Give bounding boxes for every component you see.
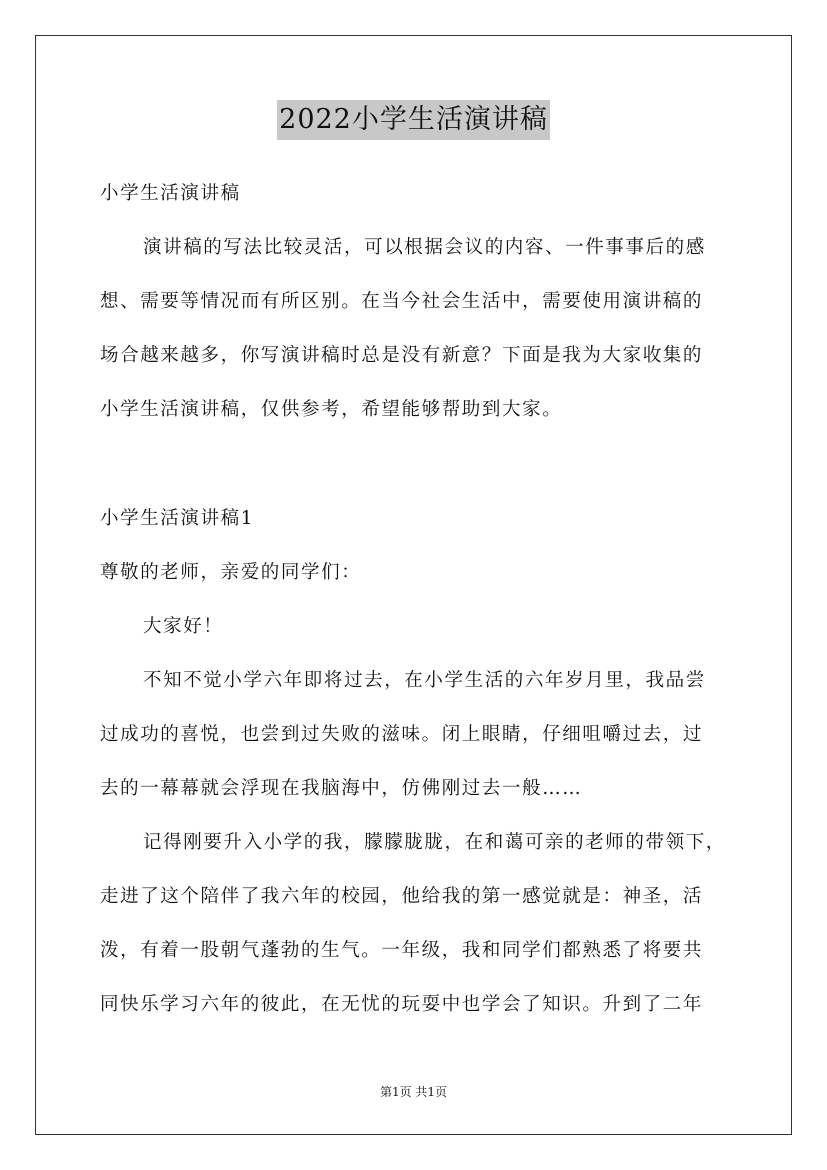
intro-line-1: 演讲稿的写法比较灵活，可以根据会议的内容、一件事事后的感 bbox=[143, 237, 706, 258]
intro-line-4: 小学生活演讲稿，仅供参考，希望能够帮助到大家。 bbox=[100, 399, 563, 420]
greeting: 大家好！ bbox=[143, 616, 224, 637]
para2-line-2: 走进了这个陪伴了我六年的校园，他给我的第一感觉就是：神圣，活 bbox=[100, 886, 704, 907]
salutation: 尊敬的老师，亲爱的同学们： bbox=[100, 562, 362, 583]
para2-line-4: 同快乐学习六年的彼此，在无忧的玩耍中也学会了知识。升到了二年 bbox=[100, 994, 704, 1015]
para1-line-1: 不知不觉小学六年即将过去，在小学生活的六年岁月里，我品尝 bbox=[143, 670, 706, 691]
para2-line-1: 记得刚要升入小学的我，朦朦胧胧，在和蔼可亲的老师的带领下， bbox=[143, 832, 726, 853]
page-footer: 第1页 共1页 bbox=[379, 1085, 448, 1099]
para1-line-2: 过成功的喜悦，也尝到过失败的滋味。闭上眼睛，仔细咀嚼过去，过 bbox=[100, 724, 704, 745]
section-heading: 小学生活演讲稿1 bbox=[100, 508, 255, 529]
para1-line-3: 去的一幕幕就会浮现在我脑海中，仿佛刚过去一般…… bbox=[100, 778, 583, 799]
document-title: 2022小学生活演讲稿 bbox=[277, 100, 550, 140]
intro-line-3: 场合越来越多，你写演讲稿时总是没有新意？下面是我为大家收集的 bbox=[100, 345, 704, 366]
intro-line-2: 想、需要等情况而有所区别。在当今社会生活中，需要使用演讲稿的 bbox=[100, 291, 704, 312]
title-container bbox=[0, 100, 827, 140]
para2-line-3: 泼，有着一股朝气蓬勃的生气。一年级，我和同学们都熟悉了将要共 bbox=[100, 940, 704, 961]
subtitle: 小学生活演讲稿 bbox=[100, 183, 241, 204]
